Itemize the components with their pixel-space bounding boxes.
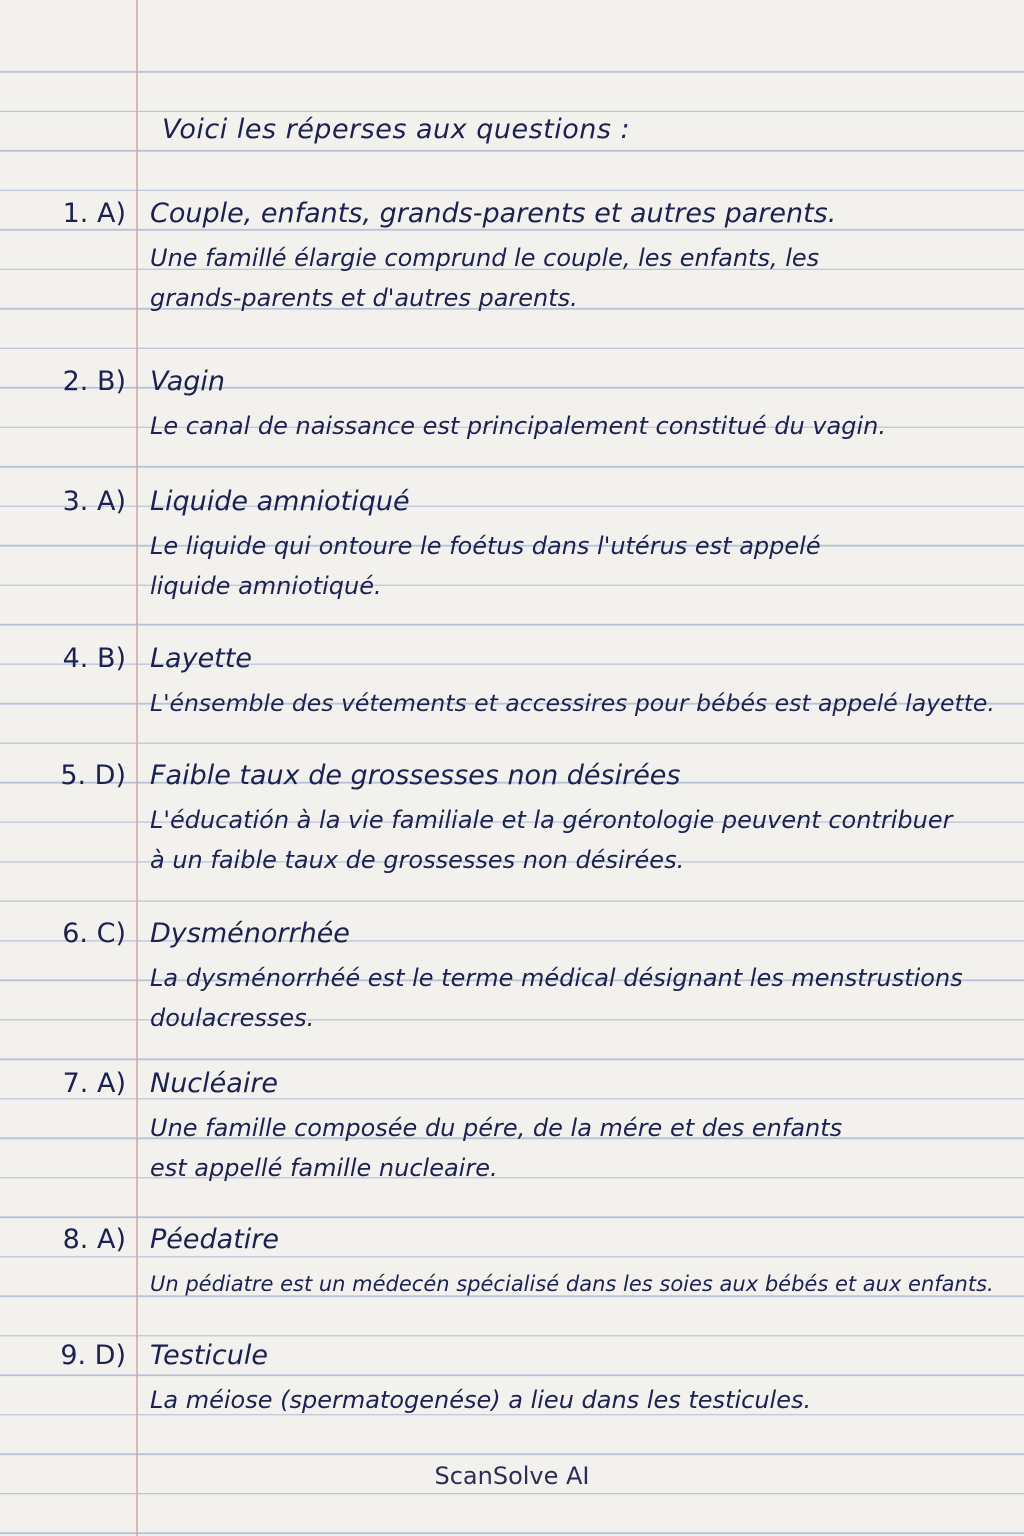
answer-letter: D) [94,1340,126,1371]
answer-letter: B) [96,366,126,397]
explanation-line: est appellé famille nucleaire. [150,1154,498,1182]
answer-explanation [150,683,1000,723]
question-number: 8. [62,1224,89,1255]
question-number: 2. [62,366,89,397]
explanation-line: Une famille composée du pére, de la mére et des enfants [150,1114,843,1142]
answer-explanation [150,406,1000,446]
question-number: 4. [62,643,89,674]
answer-letter: C) [96,918,126,949]
answer-title: Layette [150,643,252,674]
question-number: 3. [62,486,89,517]
answer-letter: A) [96,198,126,229]
question-number: 1. [62,198,89,229]
question-number: 5. [60,760,87,791]
answer-number [63,643,126,674]
answer-title: Couple, enfants, grands-parents et autres parents. [150,198,837,229]
explanation-line: L'énsemble des vétements et accessires pour bébés est appelé layette. [150,689,995,717]
explanation-line: Un pédiatre est un médecén spécialisé dans les soies aux bébés et aux enfants. [150,1272,994,1296]
explanation-line: Le canal de naissance est principalement constitué du vagin. [150,412,886,440]
answer-explanation [150,800,1000,880]
explanation-line: liquide amniotiqué. [150,572,382,600]
explanation-line: Une famillé élargie comprund le couple, les enfants, les [150,244,820,272]
answer-number [63,486,126,517]
answer-explanation [150,958,1000,1038]
answer-letter: A) [96,1224,126,1255]
answer-title: Dysménorrhée [150,918,350,949]
answer-explanation [150,1380,1000,1420]
explanation-line: La dysménorrhéé est le terme médical désignant les menstrustions [150,964,963,992]
answer-explanation [150,526,1000,606]
question-number: 6. [62,918,89,949]
answer-title: Péedatire [150,1224,279,1255]
answer-number [63,1224,126,1255]
explanation-line: Le liquide qui ontoure le foétus dans l'utérus est appelé [150,532,821,560]
explanation-line: à un faible taux de grossesses non désirées. [150,846,685,874]
explanation-line: L'éducatión à la vie familiale et la gérontologie peuvent contribuer [150,806,953,834]
answer-number [63,366,126,397]
answer-letter: A) [96,1068,126,1099]
answer-letter: A) [96,486,126,517]
answer-letter: D) [94,760,126,791]
margin-line [136,0,138,1536]
answer-explanation [150,238,1000,318]
answer-title: Testicule [150,1340,268,1371]
explanation-line: doulacresses. [150,1004,315,1032]
answer-title: Vagin [150,366,226,397]
answer-number [60,1340,126,1371]
answer-title: Liquide amniotiqué [150,486,410,517]
answer-number [63,1068,126,1099]
explanation-line: La méiose (spermatogenése) a lieu dans les testicules. [150,1386,812,1414]
question-number: 7. [62,1068,89,1099]
answer-title: Faible taux de grossesses non désirées [150,760,681,791]
question-number: 9. [60,1340,87,1371]
page-heading: Voici les réperses aux questions : [162,114,631,145]
answer-letter: B) [96,643,126,674]
answer-number [63,198,126,229]
explanation-line: grands-parents et d'autres parents. [150,284,578,312]
footer-brand: ScanSolve AI [434,1462,590,1490]
answer-explanation [150,1108,1000,1188]
answer-number [60,760,126,791]
answer-explanation [150,1264,1000,1304]
answer-number [62,918,126,949]
answer-title: Nucléaire [150,1068,279,1099]
